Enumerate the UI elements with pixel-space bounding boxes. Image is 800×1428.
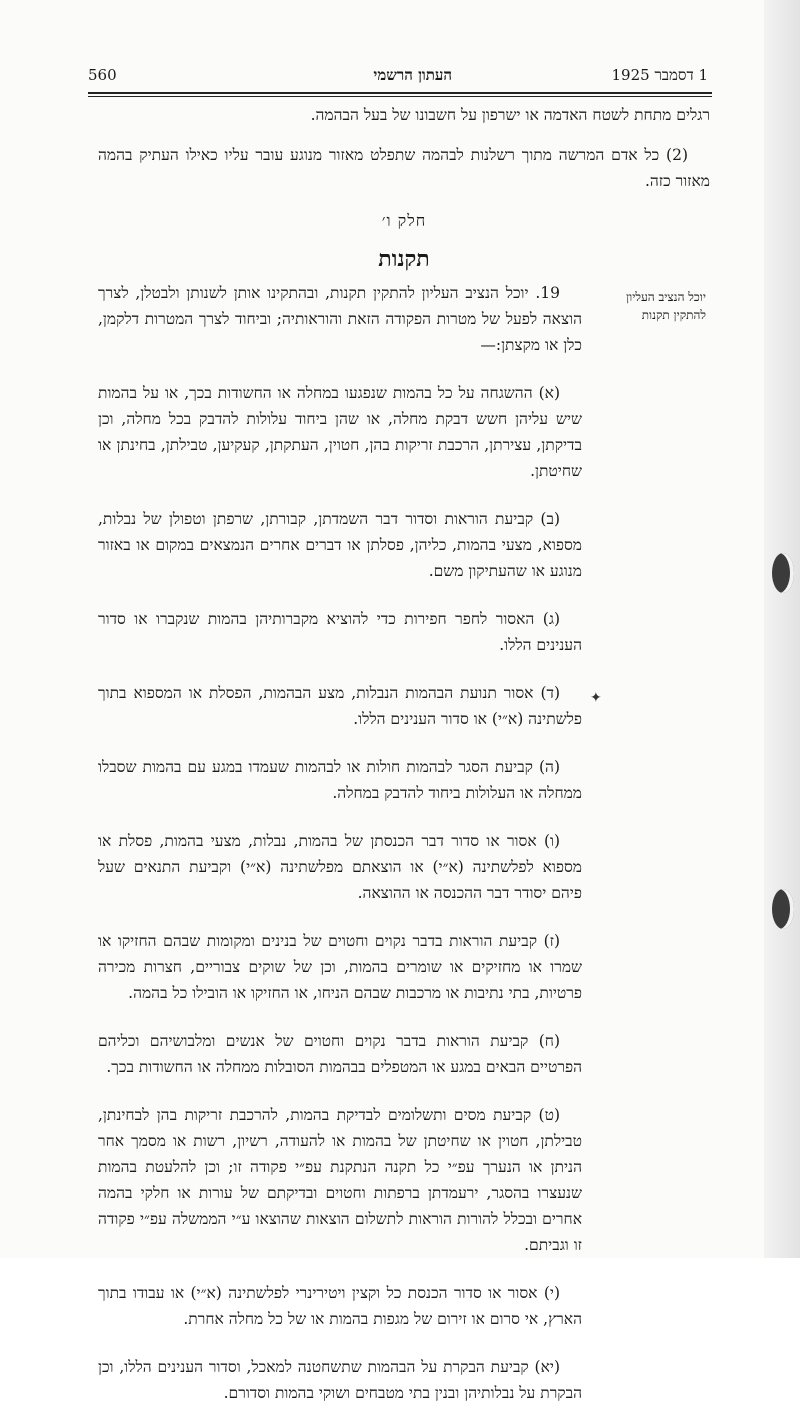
list-item: (ד) אסור תנועת הבהמות הנבלות, מצע הבהמות, הפסלת או המספוא בתוך פלשתינה (א״י) או סדור הענינים הללו. [98, 684, 582, 728]
page-number: 560 [88, 66, 117, 84]
list-item: (יא) קביעת הבקרת על הבהמות שתשחטנה למאכל, וסדור הענינים הללו, וכן הבקרת על נבלותיהן ובנין בתי מטבחים ושוקי בהמות וסדורם. [98, 1358, 582, 1402]
header-date: 1 דסמבר 1925 [611, 66, 708, 84]
top-text [98, 102, 710, 282]
list-item: (ט) קביעת מסים ותשלומים לבדיקת בהמות, להרכבת זריקות בהן לבחינתן, טבילתן, חטוין או שחיטתן של בהמות או להעודה, רשיון, רשות או מסמך אחר הניתן או הנערך עפ״י כל תקנה הנתקנת עפ״י פקודה זו; וכן להלעטת בהמות שנעצרו בהסגר, ירעמדתן ברפתות וחטוים ובדיקתם של עורות או חלקי בהמה אחרים ובכלל להורות הוראות לתשלום הוצאות שהוצאו ע״י הממשלה עפ״י פקודה זו וגביתם. [98, 1106, 582, 1254]
ink-mark: ✦ [590, 690, 602, 706]
section-heading: תקנות [378, 246, 430, 272]
header-rule [88, 92, 712, 97]
margin-note: יוכל הנציב העליון להתקין תקנות [626, 290, 706, 322]
list-item: (ב) קביעת הוראות וסדור דבר השמדתן, קבורתן, שרפתן וטפולן של נבלות, מספוא, מצעי בהמות, כליהן, פסלתן או דברים אחרים הנמצאים במקום או באזור מנוגע או שהעתיקון משם. [98, 510, 582, 580]
list-item: (ח) קביעת הוראות בדבר נקוים וחטוים של אנשים ומלבושיהם וכליהם הפרטיים הבאים במגע או המטפלים בבהמות הסובלות ממחלה או החשודות בכך. [98, 1032, 582, 1076]
page-header [88, 62, 712, 90]
page-edge [764, 0, 800, 1258]
list-item: (י) אסור או סדור הכנסת כל וקצין ויטירינרי לפלשתינה (א״י) או עבודו בתוך הארץ, אי סרום או זירום של מגפות בהמות או של כל מחלה אחרת. [98, 1284, 582, 1328]
list-item: (ה) קביעת הסגר לבהמות חולות או לבהמות שעמדו במגע עם בהמות שסבלו ממחלה או העלולות ביחוד להדבק במחלה. [98, 758, 582, 802]
continuation-line: רגלים מתחת לשטח האדמה או ישרפון על חשבונו של בעל הבהמה. [310, 106, 710, 124]
binder-hole [772, 889, 794, 929]
section-19-intro: 19. יוכל הנציב העליון להתקין תקנות, ובהתקינו אותן לשנותן ולבטלן, לצרך הוצאה לפעל של מטרות הפקודה הזאת והוראותיה; וביחוד לצרך המטרות דלקמן, כלן או מקצתן:— [98, 284, 582, 354]
list-item: (א) ההשגחה על כל בהמות שנפגעו במחלה או החשודות בכך, או על בהמות שיש עליהן חשש דבקת מחלה, או שהן ביחוד עלולות להדבק בכל מחלה, וכן בדיקתן, עצירתן, הרכבת זריקות בהן, חטוין, העתקתן, קעקיען, טבילתן, בחינתן או שחיטתן. [98, 384, 582, 480]
header-title: העתון הרשמי [373, 66, 452, 84]
section-19 [98, 280, 582, 1428]
paragraph-2: (2) כל אדם המרשה מתוך רשלנות לבהמה שתפלט מאזור מנוגע עובר עליו כאילו העתיק בהמה מאזור כזה. [98, 146, 710, 190]
list-item: (ו) אסור או סדור דבר הכנסתן של בהמות, נבלות, מצעי בהמות, פסלת או מספוא לפלשתינה (א״י) או הוצאתם מפלשתינה (א״י) וקביעת התנאים שעל פיהם יסודר דבר ההכנסה או ההוצאה. [98, 832, 582, 902]
binder-hole [772, 553, 794, 593]
list-item: (ג) האסור לחפר חפירות כדי להוציא מקברותיהן בהמות שנקברו או סדור הענינים הללו. [98, 610, 582, 654]
list-item: (ז) קביעת הוראות בדבר נקוים וחטוים של בנינים ומקומות שבהם החזיקו או שמרו או מחזיקים או שומרים בהמות, וכן של שוקים צבוריים, חצרות מכירה פרטיות, בתי נתיבות או מרכבות שבהם הניחו, או החזיקו או הובילו כל בהמה. [98, 932, 582, 1002]
part-heading: חלק ו׳ [381, 211, 427, 230]
